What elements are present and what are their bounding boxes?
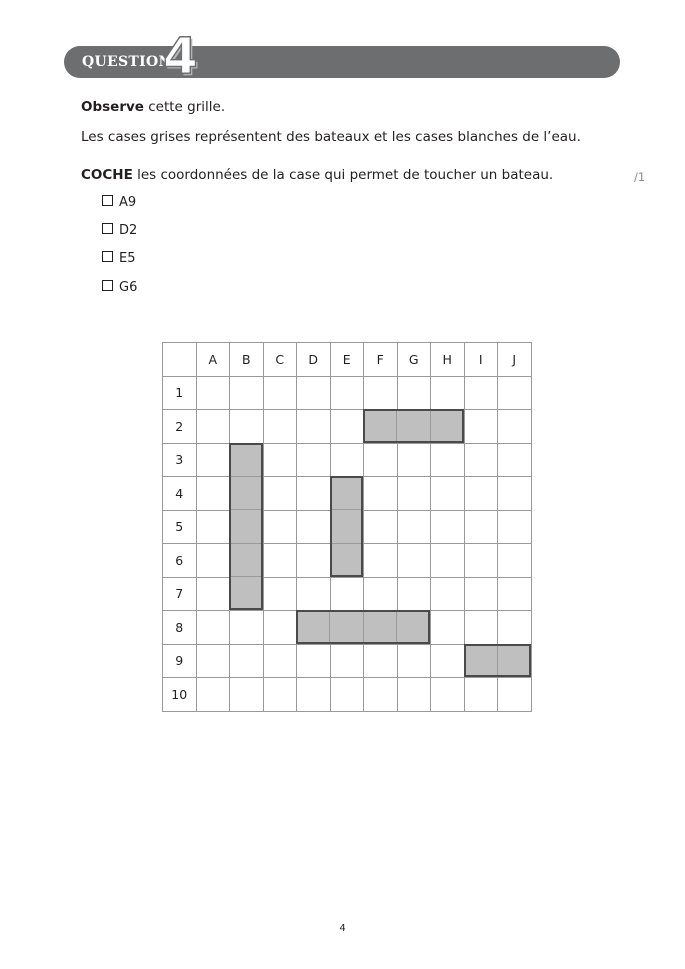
observe-line bbox=[81, 98, 225, 116]
checkbox[interactable] bbox=[102, 195, 113, 206]
row-header: 2 bbox=[163, 410, 197, 444]
option-a9[interactable] bbox=[102, 195, 136, 211]
grid-cell-G9 bbox=[397, 644, 431, 678]
option-label: E5 bbox=[119, 251, 136, 266]
question-number: 4 bbox=[163, 27, 198, 85]
grid-cell-G6 bbox=[397, 544, 431, 578]
option-label: A9 bbox=[119, 195, 137, 210]
grid-cell-C1 bbox=[263, 376, 297, 410]
grid-cell-C9 bbox=[263, 644, 297, 678]
grid-cell-G10 bbox=[397, 678, 431, 712]
grid-cell-B8 bbox=[230, 611, 264, 645]
grid-cell-I3 bbox=[464, 443, 498, 477]
grid-cell-A2 bbox=[196, 410, 230, 444]
grid-cell-A1 bbox=[196, 376, 230, 410]
grid-cell-F9 bbox=[364, 644, 398, 678]
grid-cell-C8 bbox=[263, 611, 297, 645]
option-label: D2 bbox=[119, 223, 138, 238]
option-d2[interactable] bbox=[102, 223, 137, 239]
column-header: I bbox=[464, 343, 498, 377]
row-header: 6 bbox=[163, 544, 197, 578]
checkbox[interactable] bbox=[102, 280, 113, 291]
column-header: A bbox=[196, 343, 230, 377]
grid-cell-A6 bbox=[196, 544, 230, 578]
ship-cell-divider bbox=[231, 543, 261, 544]
grid-cell-F7 bbox=[364, 577, 398, 611]
grid-cell-I4 bbox=[464, 477, 498, 511]
grid-cell-C2 bbox=[263, 410, 297, 444]
grid-cell-D1 bbox=[297, 376, 331, 410]
row-header: 3 bbox=[163, 443, 197, 477]
column-header: J bbox=[498, 343, 532, 377]
ship-cell-divider bbox=[430, 411, 431, 441]
grid-cell-C5 bbox=[263, 510, 297, 544]
grid-cell-J1 bbox=[498, 376, 532, 410]
grid-cell-D4 bbox=[297, 477, 331, 511]
observe-rest: cette grille. bbox=[143, 99, 226, 115]
grid-cell-E9 bbox=[330, 644, 364, 678]
grid-cell-H5 bbox=[431, 510, 465, 544]
grid-cell-D5 bbox=[297, 510, 331, 544]
grid-cell-A9 bbox=[196, 644, 230, 678]
grid-cell-E1 bbox=[330, 376, 364, 410]
ship-cell-divider bbox=[396, 612, 397, 642]
question-label: QUESTION bbox=[82, 54, 172, 70]
grid-cell-A8 bbox=[196, 611, 230, 645]
grid-cell-G3 bbox=[397, 443, 431, 477]
checkbox[interactable] bbox=[102, 223, 113, 234]
grid-cell-B9 bbox=[230, 644, 264, 678]
grid-cell-A7 bbox=[196, 577, 230, 611]
grid-row bbox=[163, 678, 532, 712]
grid-cell-C4 bbox=[263, 477, 297, 511]
row-header: 9 bbox=[163, 644, 197, 678]
grid-cell-A3 bbox=[196, 443, 230, 477]
grid-cell-E10 bbox=[330, 678, 364, 712]
grid-corner bbox=[163, 343, 197, 377]
row-header: 1 bbox=[163, 376, 197, 410]
grid-cell-I5 bbox=[464, 510, 498, 544]
ship bbox=[330, 476, 364, 577]
grid-cell-I6 bbox=[464, 544, 498, 578]
grid-cell-D10 bbox=[297, 678, 331, 712]
grid-cell-A10 bbox=[196, 678, 230, 712]
grid-row bbox=[163, 443, 532, 477]
instruction-rest: les coordonnées de la case qui permet de toucher un bateau. bbox=[132, 167, 554, 183]
ship-cell-divider bbox=[332, 543, 362, 544]
observe-bold: Observe bbox=[81, 99, 144, 115]
grid-cell-I10 bbox=[464, 678, 498, 712]
grid-cell-E2 bbox=[330, 410, 364, 444]
grid-cell-D7 bbox=[297, 577, 331, 611]
row-header: 10 bbox=[163, 678, 197, 712]
grid-cell-G1 bbox=[397, 376, 431, 410]
checkbox[interactable] bbox=[102, 251, 113, 262]
column-header: D bbox=[297, 343, 331, 377]
grid-row bbox=[163, 376, 532, 410]
row-header: 5 bbox=[163, 510, 197, 544]
column-header: F bbox=[364, 343, 398, 377]
grid-cell-H4 bbox=[431, 477, 465, 511]
ship-cell-divider bbox=[497, 646, 498, 676]
grid-cell-H1 bbox=[431, 376, 465, 410]
grid-cell-J3 bbox=[498, 443, 532, 477]
row-header: 8 bbox=[163, 611, 197, 645]
grid-cell-D9 bbox=[297, 644, 331, 678]
column-header: H bbox=[431, 343, 465, 377]
grid-cell-C3 bbox=[263, 443, 297, 477]
grid-cell-H8 bbox=[431, 611, 465, 645]
grid-cell-H9 bbox=[431, 644, 465, 678]
grid-cell-D6 bbox=[297, 544, 331, 578]
instruction-line bbox=[81, 166, 553, 184]
ship bbox=[363, 409, 464, 443]
grid-cell-C7 bbox=[263, 577, 297, 611]
column-header: G bbox=[397, 343, 431, 377]
score-indicator: /1 bbox=[634, 170, 646, 184]
grid-cell-F1 bbox=[364, 376, 398, 410]
grid-cell-D2 bbox=[297, 410, 331, 444]
grid-cell-J8 bbox=[498, 611, 532, 645]
grid-cell-G5 bbox=[397, 510, 431, 544]
grid-cell-G7 bbox=[397, 577, 431, 611]
option-g6[interactable] bbox=[102, 280, 137, 296]
option-label: G6 bbox=[119, 280, 138, 295]
grid-cell-D3 bbox=[297, 443, 331, 477]
grid-cell-J5 bbox=[498, 510, 532, 544]
grid-cell-J10 bbox=[498, 678, 532, 712]
grid-cell-J2 bbox=[498, 410, 532, 444]
grid-cell-H10 bbox=[431, 678, 465, 712]
grid-cell-B2 bbox=[230, 410, 264, 444]
grid-cell-F4 bbox=[364, 477, 398, 511]
row-header: 4 bbox=[163, 477, 197, 511]
grid-cell-E7 bbox=[330, 577, 364, 611]
ship bbox=[229, 443, 263, 611]
ship-cell-divider bbox=[396, 411, 397, 441]
grid-cell-C10 bbox=[263, 678, 297, 712]
grid-cell-H3 bbox=[431, 443, 465, 477]
grid-cell-J6 bbox=[498, 544, 532, 578]
grid-cell-E3 bbox=[330, 443, 364, 477]
instruction-bold: COCHE bbox=[81, 167, 133, 183]
grid-cell-F5 bbox=[364, 510, 398, 544]
ship-cell-divider bbox=[329, 612, 330, 642]
grid-row bbox=[163, 410, 532, 444]
grid-cell-J4 bbox=[498, 477, 532, 511]
grid-cell-C6 bbox=[263, 544, 297, 578]
column-header: C bbox=[263, 343, 297, 377]
page-number: 4 bbox=[339, 923, 346, 934]
column-header: B bbox=[230, 343, 264, 377]
ship-cell-divider bbox=[363, 612, 364, 642]
ship-cell-divider bbox=[231, 476, 261, 477]
grid-cell-H7 bbox=[431, 577, 465, 611]
grid-cell-G4 bbox=[397, 477, 431, 511]
grid-cell-F10 bbox=[364, 678, 398, 712]
question-banner bbox=[64, 27, 620, 85]
grid-cell-I2 bbox=[464, 410, 498, 444]
ship-cell-divider bbox=[231, 509, 261, 510]
grid-cell-A5 bbox=[196, 510, 230, 544]
description-line: Les cases grises représentent des bateaux et les cases blanches de l’eau. bbox=[81, 129, 581, 145]
grid-cell-H6 bbox=[431, 544, 465, 578]
grid-cell-J7 bbox=[498, 577, 532, 611]
option-e5[interactable] bbox=[102, 251, 136, 267]
grid-row bbox=[163, 577, 532, 611]
grid-cell-I1 bbox=[464, 376, 498, 410]
grid-cell-B1 bbox=[230, 376, 264, 410]
grid-cell-F3 bbox=[364, 443, 398, 477]
grid-cell-A4 bbox=[196, 477, 230, 511]
grid-cell-B10 bbox=[230, 678, 264, 712]
grid-cell-F6 bbox=[364, 544, 398, 578]
grid-cell-I7 bbox=[464, 577, 498, 611]
column-header: E bbox=[330, 343, 364, 377]
ship-cell-divider bbox=[332, 509, 362, 510]
row-header: 7 bbox=[163, 577, 197, 611]
grid-cell-I8 bbox=[464, 611, 498, 645]
ship-cell-divider bbox=[231, 576, 261, 577]
